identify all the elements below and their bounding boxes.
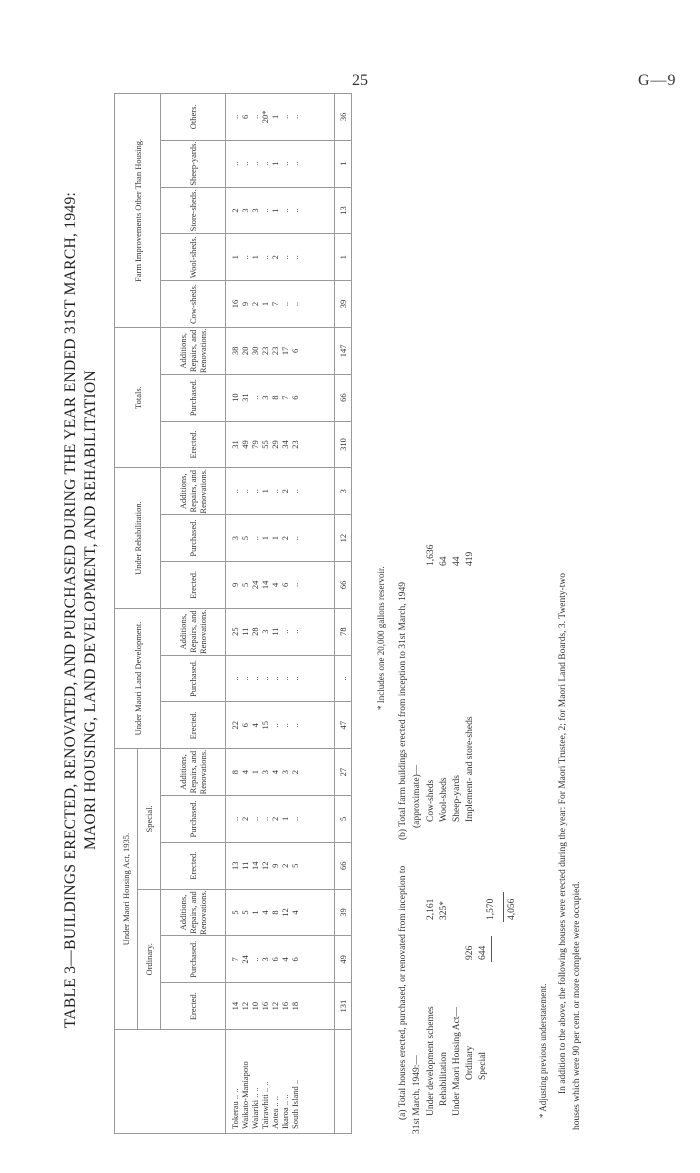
table-cell: .. (260, 161, 270, 166)
table-cell: .. (290, 676, 300, 681)
table-cell: 1 (270, 161, 280, 166)
table-cell: 31 (240, 393, 250, 402)
total-cell: .. (335, 655, 352, 702)
table-cell: 1 (270, 535, 280, 541)
note-a-subtotal: 1,570 (486, 898, 496, 920)
header-maori-land-development: Under Maori Land Development. (115, 608, 161, 748)
header-purchased: Purchased. (161, 515, 226, 562)
total-cell: 39 (335, 281, 352, 328)
table-cell: .. (240, 676, 250, 681)
closing-paragraph-2: houses which were 90 per cent. or more complete were occupied. (572, 881, 582, 1130)
header-special: Special. (138, 749, 161, 889)
data-column (226, 889, 335, 936)
table-cell: 34 (280, 440, 290, 449)
table-cell: 1 (250, 910, 260, 915)
note-b-item-label: Implement- and store-sheds (465, 716, 475, 822)
table-cell: .. (280, 161, 290, 166)
table-cell: 6 (270, 957, 280, 962)
district-name: Waiariki .. .. (250, 1087, 260, 1129)
table-cell: .. (280, 114, 290, 119)
note-b-item-value: 44 (452, 556, 462, 566)
table-cell: .. (290, 255, 300, 260)
district-header (115, 1030, 226, 1134)
rotated-table-page (62, 80, 700, 1140)
note-a-item-label: Under Maori Housing Act— (452, 1007, 462, 1116)
note-a-intro: (a) Total houses erected, purchased, or renovated from inception to (398, 865, 408, 1120)
table-cell: .. (280, 723, 290, 728)
table-cell: 23 (290, 440, 300, 449)
table-cell: 7 (230, 957, 240, 962)
table-cell: 12 (260, 861, 270, 870)
data-column (226, 842, 335, 889)
header-maori-housing-act: Under Maori Housing Act, 1935. (115, 749, 138, 1030)
header-purchased: Purchased. (161, 374, 226, 421)
header-cow-sheds: Cow-sheds. (161, 281, 226, 328)
table-cell: 6 (280, 582, 290, 587)
table-cell: 5 (240, 535, 250, 541)
header-erected: Erected. (161, 702, 226, 749)
table-cell: .. (250, 676, 260, 681)
table-cell: 2 (280, 535, 290, 541)
note-b-item-value: 419 (465, 551, 475, 566)
table-cell: 15 (260, 721, 270, 730)
data-column (226, 327, 335, 374)
total-cell: 49 (335, 936, 352, 983)
table-cell: 3 (260, 769, 270, 775)
table-cell: 12 (270, 1001, 280, 1011)
table-cell: 9 (240, 301, 250, 307)
table-cell: 3 (280, 769, 290, 775)
note-a-item-value: 325* (439, 901, 449, 920)
table-cell: 10 (230, 393, 240, 402)
district-name: Tokerau .. .. (230, 1088, 240, 1129)
table-cell: 5 (240, 910, 250, 915)
header-ordinary: Ordinary. (138, 889, 161, 1029)
table-cell: 1 (280, 816, 290, 822)
totals-row (335, 93, 352, 1133)
note-b-item-label: Cow-sheds (426, 779, 436, 822)
table-cell: 8 (230, 769, 240, 775)
table-cell: 23 (270, 346, 280, 356)
page-reference: G—9 (638, 72, 677, 89)
table-cell: 24 (240, 955, 250, 964)
data-column (226, 515, 335, 562)
page-number: 25 (352, 72, 368, 89)
table-cell: 5 (230, 910, 240, 915)
table-cell: .. (290, 208, 300, 213)
note-b-item-value: 64 (439, 556, 449, 566)
table-cell: 6 (240, 723, 250, 728)
note-a-item-value: 926 (465, 945, 475, 960)
table-cell: .. (270, 676, 280, 681)
note-b-item-value: 1,636 (426, 544, 436, 566)
table-cell: 3 (260, 957, 270, 962)
header-erected: Erected. (161, 561, 226, 608)
note-a-item-value: 2,161 (426, 898, 436, 920)
total-cell: 310 (335, 421, 352, 468)
table-cell: .. (260, 255, 270, 260)
sum-rule (503, 892, 504, 922)
table-cell: 2 (270, 255, 280, 260)
table-cell: 23 (260, 346, 270, 356)
table-cell: 24 (250, 580, 260, 590)
table-cell: .. (260, 816, 270, 822)
table-cell: 30 (250, 346, 260, 356)
table-cell: 5 (240, 582, 250, 587)
table-cell: .. (260, 208, 270, 213)
table-cell: 16 (280, 1001, 290, 1011)
total-cell: 66 (335, 374, 352, 421)
district-name: Ikaroa .. .. (280, 1094, 290, 1129)
table-cell: 11 (270, 627, 280, 636)
data-column (226, 983, 335, 1030)
table-cell: 3 (260, 395, 270, 400)
table-cell: 1 (260, 489, 270, 494)
table-cell: 4 (280, 957, 290, 962)
table-cell: .. (230, 816, 240, 822)
table-cell: 2 (280, 489, 290, 494)
header-sheep-yards: Sheep-yards. (161, 140, 226, 187)
total-cell: 1 (335, 234, 352, 281)
table-subtitle: MAORI HOUSING, LAND DEVELOPMENT, AND REHABILITATION (82, 369, 99, 851)
total-cell: 66 (335, 561, 352, 608)
table-cell: .. (280, 301, 290, 307)
total-cell: 5 (335, 796, 352, 843)
table-cell: 9 (270, 863, 280, 868)
table-cell: 20 (240, 346, 250, 356)
total-cell: 47 (335, 702, 352, 749)
header-totals: Totals. (115, 327, 161, 467)
table-cell: 12 (280, 908, 290, 917)
total-cell: 3 (335, 468, 352, 515)
table-cell: .. (290, 816, 300, 822)
table-cell: 28 (250, 627, 260, 636)
table-cell: .. (250, 114, 260, 119)
table-cell: .. (250, 535, 260, 541)
data-column (226, 796, 335, 843)
table-cell: 11 (240, 861, 250, 870)
table-cell: 13 (230, 861, 240, 870)
data-column (226, 561, 335, 608)
table-cell: .. (290, 161, 300, 166)
table-cell: 7 (280, 395, 290, 400)
data-column (226, 749, 335, 796)
header-wool-sheds: Wool-sheds. (161, 234, 226, 281)
district-name: Waikato-Maniapoto (240, 1061, 250, 1129)
table-cell: 2 (280, 863, 290, 868)
note-a-item-label: Under development schemes (426, 1006, 436, 1116)
table-cell: .. (280, 629, 290, 634)
table-cell: .. (240, 161, 250, 166)
data-column (226, 655, 335, 702)
header-store-sheds: Store-sheds. (161, 187, 226, 234)
data-column (226, 281, 335, 328)
header-rehabilitation: Under Rehabilitation. (115, 468, 161, 608)
data-column (226, 702, 335, 749)
district-name: Aotea .. .. (270, 1095, 280, 1129)
data-column (226, 936, 335, 983)
table-cell: 10 (250, 1001, 260, 1011)
table-footnote: * Includes one 20,000 gallons reservoir. (376, 566, 386, 710)
data-column (226, 234, 335, 281)
total-cell: 12 (335, 515, 352, 562)
table-cell: .. (230, 676, 240, 681)
table-cell: 14 (250, 861, 260, 870)
table-cell: .. (290, 582, 300, 587)
data-column (226, 608, 335, 655)
table-cell: 8 (270, 395, 280, 400)
table-cell: 4 (290, 910, 300, 915)
total-cell: 147 (335, 327, 352, 374)
table-cell: 12 (240, 1001, 250, 1011)
table-cell: 4 (270, 582, 280, 587)
table-cell: 16 (260, 1001, 270, 1011)
note-a-item-label: Ordinary (465, 1045, 475, 1080)
note-a-item-value: 644 (478, 945, 488, 960)
total-cell: 1 (335, 140, 352, 187)
table-cell: .. (290, 301, 300, 307)
table-cell: .. (240, 255, 250, 260)
table-cell: 4 (270, 769, 280, 775)
table-cell: .. (280, 208, 290, 213)
table-cell: .. (280, 676, 290, 681)
table-cell: 7 (270, 301, 280, 307)
total-cell: 131 (335, 983, 352, 1030)
table-cell: .. (250, 816, 260, 822)
table-cell: 1 (270, 114, 280, 119)
table-cell: 11 (240, 627, 250, 636)
table-cell: .. (250, 395, 260, 400)
sum-rule (491, 936, 492, 962)
total-cell: 27 (335, 749, 352, 796)
header-additions: Additions, Repairs, and Renovations. (161, 327, 226, 374)
table-cell: 38 (230, 346, 240, 356)
table-cell: 8 (270, 910, 280, 915)
table-title: TABLE 3—BUILDINGS ERECTED, RENOVATED, AND PURCHASED DURING THE YEAR ENDED 31ST MARCH, 1949: (62, 191, 79, 1029)
data-column (226, 421, 335, 468)
total-cell: 78 (335, 608, 352, 655)
table-cell: .. (250, 957, 260, 962)
table-cell: 2 (290, 769, 300, 775)
header-additions: Additions, Repairs, and Renovations. (161, 889, 226, 936)
table-cell: 17 (280, 346, 290, 356)
table-cell: 16 (230, 299, 240, 309)
header-purchased: Purchased. (161, 655, 226, 702)
table-cell: .. (240, 489, 250, 494)
table-cell: 18 (290, 1001, 300, 1011)
note-b-item-label: Sheep-yards (452, 775, 462, 822)
table-cell: 29 (270, 440, 280, 449)
table-cell: 2 (250, 301, 260, 307)
table-cell: 22 (230, 721, 240, 730)
header-additions: Additions, Repairs, and Renovations. (161, 468, 226, 515)
header-erected: Erected. (161, 983, 226, 1030)
table-cell: 14 (260, 580, 270, 590)
table-cell: .. (250, 161, 260, 166)
table-cell: .. (290, 114, 300, 119)
header-farm-improvements: Farm Improvements Other Than Housing. (115, 93, 161, 327)
table-cell: 1 (270, 208, 280, 213)
buildings-table (114, 93, 352, 1134)
data-column (226, 93, 335, 140)
table-cell: .. (290, 535, 300, 541)
table-cell: .. (280, 255, 290, 260)
header-erected: Erected. (161, 421, 226, 468)
table-cell: .. (290, 723, 300, 728)
table-cell: 6 (240, 114, 250, 119)
table-cell: 1 (260, 535, 270, 541)
table-cell: 1 (260, 301, 270, 307)
district-labels (226, 1030, 335, 1134)
table-cell: 5 (290, 863, 300, 868)
table-cell: 4 (250, 723, 260, 728)
table-cell: 6 (290, 957, 300, 962)
table-cell: .. (290, 489, 300, 494)
table-cell: 1 (250, 769, 260, 775)
table-cell: 1 (230, 255, 240, 260)
note-a-intro-2: 31st March, 1949:— (412, 1055, 422, 1134)
table-cell: .. (290, 629, 300, 634)
header-others: Others. (161, 93, 226, 140)
table-cell: 20* (260, 110, 270, 124)
table-cell: .. (270, 723, 280, 728)
data-column (226, 468, 335, 515)
note-b-item-label: Wool-sheds (439, 777, 449, 822)
table-cell: 3 (240, 208, 250, 213)
table-cell: .. (260, 676, 270, 681)
table-cell: 3 (230, 535, 240, 541)
note-b-intro: (b) Total farm buildings erected from inception to 31st March, 1949 (398, 582, 408, 840)
table-cell: .. (250, 489, 260, 494)
note-a-total: 4,056 (507, 898, 517, 920)
note-a-item-label: Special (478, 1052, 488, 1080)
table-cell: 2 (270, 816, 280, 822)
district-name: South Island .. (290, 1079, 300, 1129)
closing-paragraph: In addition to the above, the following houses were erected during the year: For Maori Trustee, 2; for Maori Land Boards, 3. Twenty-two (558, 572, 568, 1094)
totals-label (335, 1030, 352, 1134)
table-cell: 4 (240, 769, 250, 775)
table-cell: 49 (240, 440, 250, 449)
table-cell: 6 (290, 348, 300, 353)
table-cell: 6 (290, 395, 300, 400)
table-cell: .. (230, 489, 240, 494)
total-cell: 66 (335, 842, 352, 889)
table-cell: 25 (230, 627, 240, 636)
table-cell: 3 (250, 208, 260, 213)
adjusting-footnote: * Adjusting previous understatement. (538, 983, 548, 1118)
header-erected: Erected. (161, 842, 226, 889)
district-name: Tairawhiti .. .. (260, 1081, 270, 1129)
header-additions: Additions, Repairs, and Renovations. (161, 608, 226, 655)
table-cell: 31 (230, 440, 240, 449)
table-cell: 14 (230, 1001, 240, 1011)
header-additions: Additions, Repairs, and Renovations. (161, 749, 226, 796)
table-cell: 3 (260, 629, 270, 634)
data-column (226, 374, 335, 421)
table-cell: 1 (250, 255, 260, 260)
table-cell: 79 (250, 440, 260, 449)
table-cell: .. (230, 114, 240, 119)
table-cell: 2 (240, 816, 250, 822)
total-cell: 36 (335, 93, 352, 140)
note-a-item-label: Rehabilitation (439, 1052, 449, 1106)
table-cell: 4 (260, 910, 270, 915)
table-cell: .. (270, 489, 280, 494)
total-cell: 13 (335, 187, 352, 234)
table-cell: .. (230, 161, 240, 166)
note-b-intro-2: (approximate)— (412, 764, 422, 828)
data-column (226, 140, 335, 187)
table-cell: 9 (230, 582, 240, 587)
table-row (226, 93, 335, 1133)
data-column (226, 187, 335, 234)
header-purchased: Purchased. (161, 936, 226, 983)
total-cell: 39 (335, 889, 352, 936)
header-purchased: Purchased. (161, 796, 226, 843)
table-cell: 55 (260, 440, 270, 449)
table-cell: 2 (230, 208, 240, 213)
